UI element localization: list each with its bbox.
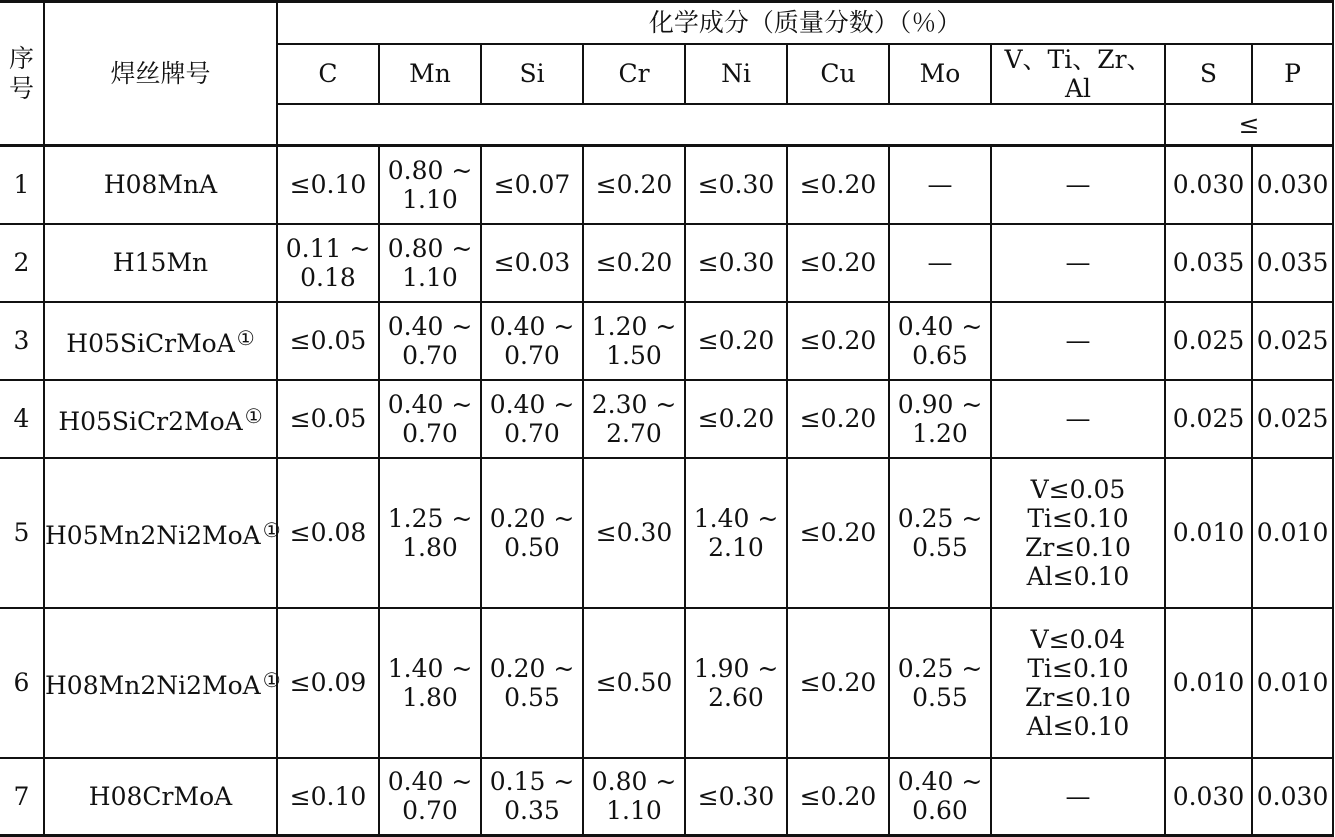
value-line: 1.80 [402,682,458,712]
col-header-mo: Mo [889,44,991,104]
value-cell-cu [787,758,889,836]
value-line: 0.40 ~ [489,311,575,341]
value-line: ≤0.30 [595,518,673,547]
value-line: 0.70 [402,340,458,370]
grade-name: H05SiCr2MoA [58,406,243,436]
value-line: ≤0.50 [595,668,673,697]
value-line: — [1065,170,1091,200]
value-cell-c [277,758,379,836]
seq-cell: 3 [0,302,44,380]
value-cell-mo [889,608,991,758]
value-cell-ni [685,380,787,458]
seq-cell: 2 [0,224,44,302]
value-cell-v-ti-zr-al [991,758,1165,836]
table-row [0,608,1333,758]
value-cell-mo [889,758,991,836]
value-line: 0.80 ~ [591,767,677,797]
value-line: V≤0.04 [1030,624,1126,654]
grade-name: H08CrMoA [88,781,233,811]
value-line: 0.40 ~ [897,767,983,797]
value-line: 1.50 [606,340,662,370]
value-line: Al≤0.10 [1026,711,1130,741]
value-cell-v-ti-zr-al [991,380,1165,458]
table-row [0,146,1333,224]
grade-cell [44,758,277,836]
grade-name: H08Mn2Ni2MoA [45,670,261,700]
value-line: 1.90 ~ [693,653,779,683]
table-row [0,758,1333,836]
value-line: 2.10 [708,532,764,562]
value-cell-mo [889,380,991,458]
value-cell-mn [379,758,481,836]
table-row [0,458,1333,608]
value-line: 0.70 [504,418,560,448]
limit-symbol-header: ≤ [1165,104,1333,146]
value-line: 1.40 ~ [693,503,779,533]
value-line: 1.10 [606,796,662,826]
value-cell-cu [787,302,889,380]
value-cell-mo [889,302,991,380]
value-line: 0.55 [912,682,968,712]
col-header-cu: Cu [787,44,889,104]
seq-header: 序 号 [0,2,44,146]
value-cell-v-ti-zr-al [991,146,1165,224]
seq-cell: 1 [0,146,44,224]
value-cell-p: 0.030 [1252,758,1333,836]
value-line: 0.70 [402,418,458,448]
value-line: Zr≤0.10 [1025,532,1131,562]
value-cell-c [277,224,379,302]
value-cell-s: 0.030 [1165,146,1252,224]
footnote-mark: ① [262,517,281,542]
value-cell-si [481,458,583,608]
value-line: 1.40 ~ [387,653,473,683]
table-row [0,380,1333,458]
seq-cell: 7 [0,758,44,836]
value-cell-mo [889,458,991,608]
value-line: 0.55 [912,532,968,562]
value-cell-cr [583,458,685,608]
grade-header: 焊丝牌号 [44,2,277,146]
value-line: 0.35 [504,796,560,826]
value-line: — [1065,326,1091,355]
value-cell-cr [583,146,685,224]
value-cell-cu [787,608,889,758]
value-cell-ni [685,146,787,224]
value-cell-si [481,224,583,302]
grade-cell [44,302,277,380]
value-cell-p: 0.025 [1252,380,1333,458]
value-line: ≤0.30 [697,248,775,277]
value-cell-s: 0.025 [1165,302,1252,380]
grade-cell [44,458,281,608]
value-line: 0.40 ~ [387,311,473,341]
grade-cell [44,380,277,458]
col-header-s: S [1165,44,1252,104]
value-line: ≤0.10 [289,781,367,811]
value-line: 0.40 ~ [897,311,983,341]
seq-cell: 5 [0,458,44,608]
value-line: — [1065,404,1091,433]
value-line: 2.30 ~ [591,389,677,419]
value-cell-ni [685,608,787,758]
col-header-c: C [277,44,379,104]
value-cell-ni [685,224,787,302]
value-line: 0.40 ~ [387,767,473,797]
value-cell-ni [685,758,787,836]
grade-name: H05Mn2Ni2MoA [45,520,261,550]
value-line: ≤0.20 [799,668,877,697]
value-cell-v-ti-zr-al [991,458,1165,608]
value-cell-mo [889,224,991,302]
value-cell-cr [583,224,685,302]
blank-header-cell [277,104,1165,146]
value-line: 1.20 [912,418,968,448]
value-cell-v-ti-zr-al [991,224,1165,302]
value-line: — [927,170,953,200]
footnote-mark: ① [236,325,255,350]
value-line: ≤0.07 [493,170,571,200]
value-cell-c [277,146,379,224]
value-line: 0.18 [300,262,356,292]
col-header-si: Si [481,44,583,104]
value-line: ≤0.20 [595,170,673,200]
value-line: V≤0.05 [1030,474,1126,504]
value-cell-ni [685,458,787,608]
value-cell-v-ti-zr-al [991,302,1165,380]
value-cell-c [277,380,379,458]
value-cell-c [277,608,379,758]
value-line: 0.65 [912,340,968,370]
value-line: 0.25 ~ [897,503,983,533]
value-cell-mn [379,302,481,380]
value-line: 0.70 [504,340,560,370]
value-line: 1.20 ~ [591,311,677,341]
value-cell-cr [583,608,685,758]
value-cell-p: 0.010 [1252,458,1333,608]
col-header-ni: Ni [685,44,787,104]
value-line: 0.50 [504,532,560,562]
value-line: ≤0.20 [799,404,877,433]
value-line: ≤0.10 [289,170,367,200]
value-line: 0.11 ~ [285,233,371,263]
value-cell-cu [787,224,889,302]
value-cell-cr [583,380,685,458]
value-line: 0.40 ~ [489,389,575,419]
value-line: 0.60 [912,796,968,826]
value-line: 0.70 [402,796,458,826]
grade-name: H05SiCrMoA [66,328,235,358]
value-line: 0.20 ~ [489,653,575,683]
grade-cell [44,224,277,302]
composition-title: 化学成分（质量分数）（％） [277,2,1333,44]
value-line: ≤0.20 [799,518,877,547]
value-cell-si [481,380,583,458]
col-header-p: P [1252,44,1333,104]
value-cell-p: 0.030 [1252,146,1333,224]
value-line: ≤0.05 [289,326,367,355]
grade-name: H08MnA [103,170,218,200]
value-cell-ni [685,302,787,380]
value-line: 0.25 ~ [897,653,983,683]
value-line: 1.10 [402,262,458,292]
seq-cell: 6 [0,608,44,758]
value-line: 1.80 [402,532,458,562]
value-line: 1.10 [402,184,458,214]
value-line: ≤0.05 [289,404,367,433]
value-cell-mn [379,458,481,608]
value-cell-p: 0.035 [1252,224,1333,302]
seq-cell: 4 [0,380,44,458]
value-cell-cu [787,146,889,224]
value-line: Zr≤0.10 [1025,682,1131,712]
col-header-v-ti-zr-al: V、Ti、Zr、Al [991,44,1165,104]
grade-cell [44,146,277,224]
value-cell-si [481,146,583,224]
value-line: ≤0.20 [697,326,775,355]
value-cell-si [481,302,583,380]
footnote-mark: ① [262,667,281,692]
value-cell-cu [787,380,889,458]
value-cell-mn [379,224,481,302]
value-line: 1.25 ~ [387,503,473,533]
value-line: ≤0.20 [799,248,877,277]
table-body [0,146,1333,836]
grade-name: H15Mn [112,248,209,277]
value-line: 0.40 ~ [387,389,473,419]
value-cell-s: 0.035 [1165,224,1252,302]
value-cell-c [277,302,379,380]
table-row [0,224,1333,302]
value-cell-cu [787,458,889,608]
value-line: Ti≤0.10 [1027,653,1129,683]
value-line: 0.90 ~ [897,389,983,419]
value-line: — [1065,781,1091,811]
value-cell-s: 0.010 [1165,608,1252,758]
value-cell-p: 0.010 [1252,608,1333,758]
value-line: 0.20 ~ [489,503,575,533]
value-line: ≤0.20 [799,170,877,200]
col-header-cr: Cr [583,44,685,104]
value-line: ≤0.30 [697,170,775,200]
value-cell-mn [379,608,481,758]
value-cell-mn [379,380,481,458]
value-line: ≤0.20 [697,404,775,433]
value-line: ≤0.20 [799,781,877,811]
value-line: — [1065,248,1091,277]
value-cell-si [481,608,583,758]
value-line: — [927,248,953,277]
footnote-mark: ① [244,403,263,428]
value-cell-cr [583,758,685,836]
grade-cell [44,608,281,758]
value-cell-v-ti-zr-al [991,608,1165,758]
value-line: ≤0.08 [289,518,367,547]
value-cell-si [481,758,583,836]
value-line: ≤0.20 [595,248,673,277]
value-line: Ti≤0.10 [1027,503,1129,533]
value-cell-mn [379,146,481,224]
value-cell-s: 0.025 [1165,380,1252,458]
value-line: 0.55 [504,682,560,712]
value-line: Al≤0.10 [1026,561,1130,591]
value-cell-s: 0.010 [1165,458,1252,608]
value-line: 0.80 ~ [387,155,473,185]
value-cell-cr [583,302,685,380]
table-row [0,302,1333,380]
value-line: 0.15 ~ [489,767,575,797]
value-line: 2.60 [708,682,764,712]
value-line: ≤0.09 [289,668,367,697]
value-line: ≤0.03 [493,248,571,277]
value-line: ≤0.30 [697,781,775,811]
value-line: 2.70 [606,418,662,448]
value-cell-s: 0.030 [1165,758,1252,836]
value-line: ≤0.20 [799,326,877,355]
value-cell-p: 0.025 [1252,302,1333,380]
col-header-mn: Mn [379,44,481,104]
value-cell-mo [889,146,991,224]
value-line: 0.80 ~ [387,233,473,263]
value-cell-c [277,458,379,608]
